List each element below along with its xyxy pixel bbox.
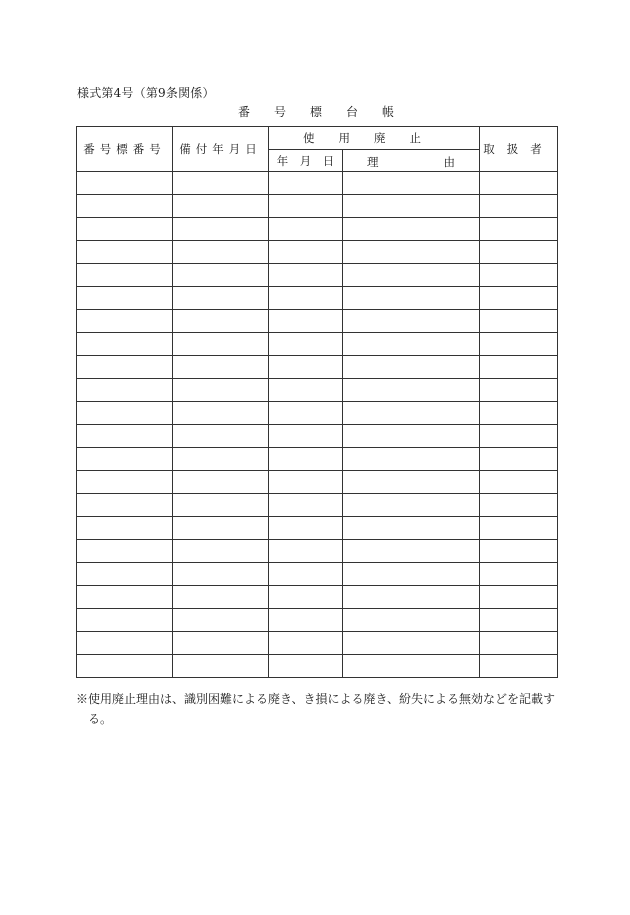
cell-handler[interactable]	[480, 609, 558, 632]
table-row	[77, 632, 558, 655]
cell-disuse-reason[interactable]	[343, 310, 480, 333]
cell-disuse-reason[interactable]	[343, 471, 480, 494]
table-row	[77, 310, 558, 333]
cell-date-installed[interactable]	[173, 517, 269, 540]
cell-disuse-date[interactable]	[269, 333, 343, 356]
cell-number[interactable]	[77, 287, 173, 310]
cell-number[interactable]	[77, 425, 173, 448]
cell-handler[interactable]	[480, 379, 558, 402]
table-row	[77, 494, 558, 517]
header-disuse: 使用廃止	[269, 127, 480, 150]
cell-date-installed[interactable]	[173, 609, 269, 632]
cell-number[interactable]	[77, 655, 173, 678]
header-reason-left: 理	[367, 155, 379, 169]
cell-disuse-date[interactable]	[269, 632, 343, 655]
cell-date-installed[interactable]	[173, 655, 269, 678]
cell-disuse-reason[interactable]	[343, 517, 480, 540]
footnote	[76, 689, 560, 729]
cell-disuse-date[interactable]	[269, 448, 343, 471]
cell-disuse-reason[interactable]	[343, 402, 480, 425]
cell-handler[interactable]	[480, 655, 558, 678]
cell-date-installed[interactable]	[173, 471, 269, 494]
cell-date-installed[interactable]	[173, 494, 269, 517]
cell-number[interactable]	[77, 241, 173, 264]
header-reason-right: 由	[443, 155, 455, 169]
cell-handler[interactable]	[480, 333, 558, 356]
cell-number[interactable]	[77, 609, 173, 632]
cell-handler[interactable]	[480, 172, 558, 195]
cell-disuse-date[interactable]	[269, 241, 343, 264]
header-disuse-reason	[343, 150, 480, 172]
cell-disuse-date[interactable]	[269, 402, 343, 425]
table-row	[77, 402, 558, 425]
cell-handler[interactable]	[480, 471, 558, 494]
cell-disuse-reason[interactable]	[343, 195, 480, 218]
cell-disuse-date[interactable]	[269, 655, 343, 678]
cell-disuse-reason[interactable]	[343, 333, 480, 356]
cell-number[interactable]	[77, 586, 173, 609]
cell-disuse-date[interactable]	[269, 264, 343, 287]
cell-date-installed[interactable]	[173, 264, 269, 287]
cell-disuse-date[interactable]	[269, 172, 343, 195]
table-row	[77, 356, 558, 379]
cell-number[interactable]	[77, 379, 173, 402]
cell-date-installed[interactable]	[173, 540, 269, 563]
cell-date-installed[interactable]	[173, 448, 269, 471]
table-row	[77, 655, 558, 678]
cell-date-installed[interactable]	[173, 310, 269, 333]
cell-date-installed[interactable]	[173, 333, 269, 356]
cell-disuse-reason[interactable]	[343, 425, 480, 448]
cell-date-installed[interactable]	[173, 632, 269, 655]
cell-number[interactable]	[77, 540, 173, 563]
header-date-installed: 備付年月日	[173, 127, 269, 172]
table-row	[77, 379, 558, 402]
table-row	[77, 563, 558, 586]
cell-number[interactable]	[77, 218, 173, 241]
cell-number[interactable]	[77, 632, 173, 655]
cell-number[interactable]	[77, 333, 173, 356]
cell-disuse-date[interactable]	[269, 540, 343, 563]
cell-handler[interactable]	[480, 586, 558, 609]
cell-number[interactable]	[77, 356, 173, 379]
table-row	[77, 241, 558, 264]
cell-number[interactable]	[77, 448, 173, 471]
cell-disuse-reason[interactable]	[343, 218, 480, 241]
cell-disuse-reason[interactable]	[343, 264, 480, 287]
table-row	[77, 172, 558, 195]
cell-date-installed[interactable]	[173, 402, 269, 425]
cell-handler[interactable]	[480, 287, 558, 310]
cell-disuse-date[interactable]	[269, 586, 343, 609]
cell-date-installed[interactable]	[173, 287, 269, 310]
cell-handler[interactable]	[480, 241, 558, 264]
cell-disuse-reason[interactable]	[343, 632, 480, 655]
cell-number[interactable]	[77, 517, 173, 540]
cell-handler[interactable]	[480, 563, 558, 586]
table-row	[77, 425, 558, 448]
ledger-table	[76, 126, 558, 678]
cell-handler[interactable]	[480, 540, 558, 563]
table-row	[77, 333, 558, 356]
cell-handler[interactable]	[480, 494, 558, 517]
cell-handler[interactable]	[480, 402, 558, 425]
cell-disuse-reason[interactable]	[343, 448, 480, 471]
ledger-body	[77, 172, 558, 678]
cell-date-installed[interactable]	[173, 195, 269, 218]
cell-disuse-date[interactable]	[269, 563, 343, 586]
cell-disuse-date[interactable]	[269, 310, 343, 333]
cell-handler[interactable]	[480, 448, 558, 471]
table-row	[77, 287, 558, 310]
cell-disuse-reason[interactable]	[343, 287, 480, 310]
cell-disuse-reason[interactable]	[343, 540, 480, 563]
cell-disuse-reason[interactable]	[343, 586, 480, 609]
document-title: 番号標台帳	[238, 105, 419, 119]
cell-disuse-date[interactable]	[269, 379, 343, 402]
cell-disuse-date[interactable]	[269, 287, 343, 310]
table-row	[77, 586, 558, 609]
cell-disuse-date[interactable]	[269, 609, 343, 632]
cell-disuse-reason[interactable]	[343, 172, 480, 195]
table-row	[77, 540, 558, 563]
cell-handler[interactable]	[480, 310, 558, 333]
cell-disuse-reason[interactable]	[343, 241, 480, 264]
cell-date-installed[interactable]	[173, 172, 269, 195]
cell-handler[interactable]	[480, 218, 558, 241]
cell-handler[interactable]	[480, 632, 558, 655]
cell-disuse-reason[interactable]	[343, 563, 480, 586]
cell-disuse-date[interactable]	[269, 471, 343, 494]
cell-disuse-reason[interactable]	[343, 494, 480, 517]
cell-handler[interactable]	[480, 517, 558, 540]
header-disuse-date: 年 月 日	[269, 150, 343, 172]
cell-disuse-date[interactable]	[269, 517, 343, 540]
cell-number[interactable]	[77, 310, 173, 333]
table-row	[77, 609, 558, 632]
cell-date-installed[interactable]	[173, 563, 269, 586]
cell-disuse-date[interactable]	[269, 356, 343, 379]
cell-date-installed[interactable]	[173, 241, 269, 264]
table-row	[77, 448, 558, 471]
cell-disuse-date[interactable]	[269, 425, 343, 448]
cell-handler[interactable]	[480, 356, 558, 379]
form-number-label: 様式第4号（第9条関係）	[77, 86, 215, 100]
header-number: 番号標番号	[77, 127, 173, 172]
cell-handler[interactable]	[480, 195, 558, 218]
cell-handler[interactable]	[480, 264, 558, 287]
cell-number[interactable]	[77, 195, 173, 218]
table-row	[77, 195, 558, 218]
cell-number[interactable]	[77, 494, 173, 517]
cell-disuse-reason[interactable]	[343, 609, 480, 632]
header-handler: 取扱者	[480, 127, 558, 172]
table-row	[77, 471, 558, 494]
cell-date-installed[interactable]	[173, 586, 269, 609]
footnote-line-1: ※使用廃止理由は、識別困難による廃き、き損による廃き、紛失による無効などを記載す	[76, 692, 556, 706]
cell-number[interactable]	[77, 172, 173, 195]
cell-number[interactable]	[77, 563, 173, 586]
cell-disuse-date[interactable]	[269, 195, 343, 218]
cell-date-installed[interactable]	[173, 218, 269, 241]
cell-number[interactable]	[77, 471, 173, 494]
cell-disuse-reason[interactable]	[343, 356, 480, 379]
cell-date-installed[interactable]	[173, 356, 269, 379]
table-row	[77, 264, 558, 287]
table-row	[77, 517, 558, 540]
cell-number[interactable]	[77, 264, 173, 287]
cell-disuse-date[interactable]	[269, 494, 343, 517]
cell-number[interactable]	[77, 402, 173, 425]
cell-disuse-date[interactable]	[269, 218, 343, 241]
cell-disuse-reason[interactable]	[343, 379, 480, 402]
cell-disuse-reason[interactable]	[343, 655, 480, 678]
cell-handler[interactable]	[480, 425, 558, 448]
table-row	[77, 218, 558, 241]
footnote-line-2: る。	[88, 712, 113, 726]
cell-date-installed[interactable]	[173, 425, 269, 448]
cell-date-installed[interactable]	[173, 379, 269, 402]
